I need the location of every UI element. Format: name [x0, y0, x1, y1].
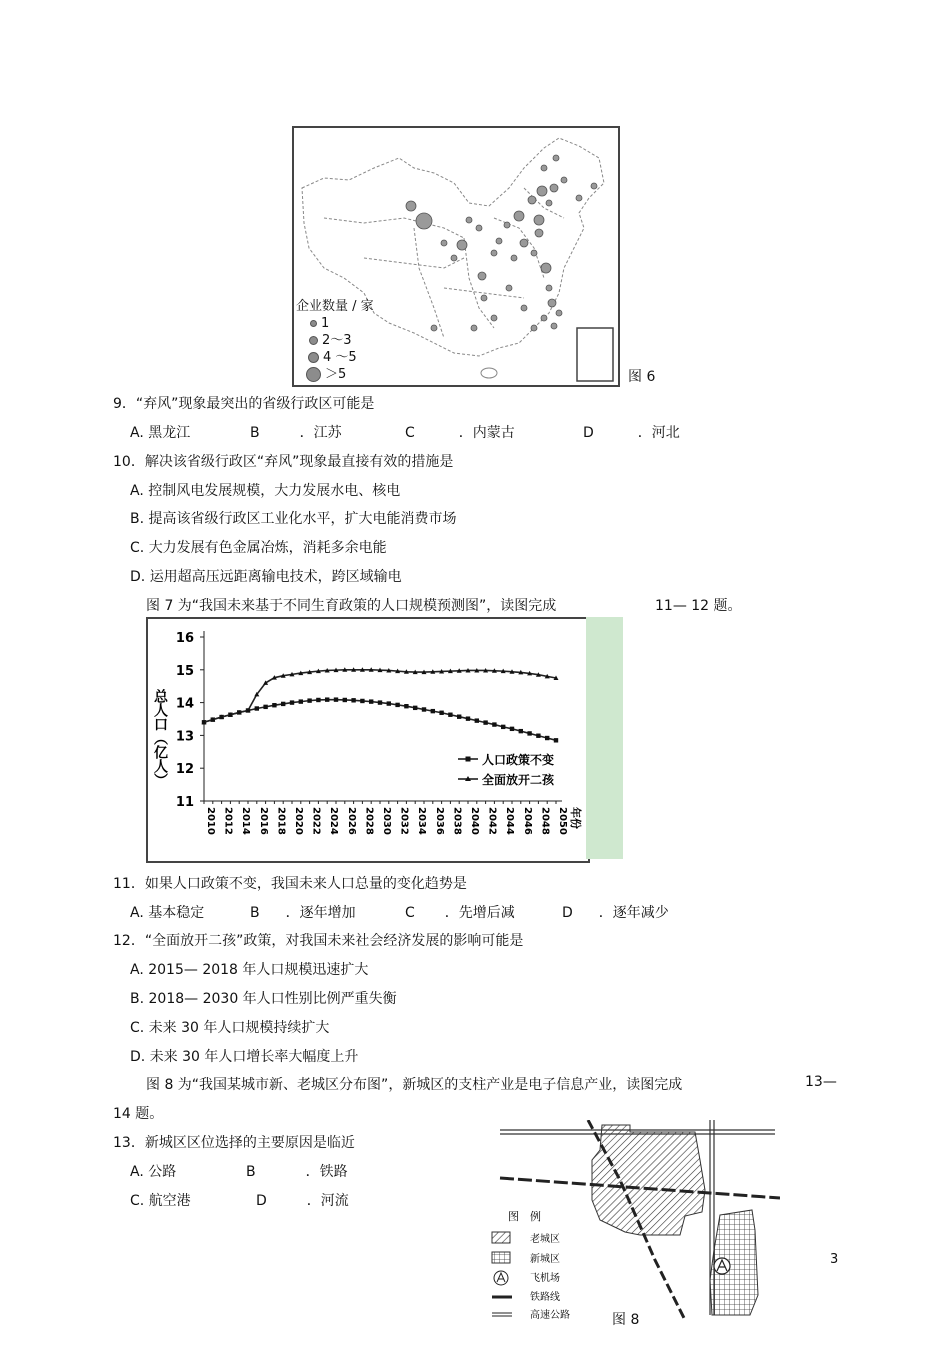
data-point [510, 727, 514, 731]
figure-8-caption: 图 8 [612, 1312, 640, 1328]
figure-7-chart [146, 617, 590, 863]
data-point [307, 698, 311, 702]
q11-option-d: D ．逐年减少 [562, 905, 669, 921]
data-point [343, 698, 347, 702]
population-chart [148, 619, 588, 861]
x-tick-label: 2032 [398, 807, 410, 835]
fig8-legend-title: 图 例 [508, 1210, 541, 1223]
legend-marker [466, 757, 471, 762]
x-axis-label: 年份 [569, 807, 582, 829]
page-number: 3 [830, 1252, 839, 1267]
dot-large-icon [308, 352, 319, 363]
data-point [395, 703, 399, 707]
x-tick-label: 2048 [539, 807, 551, 835]
enterprise-dots [406, 155, 597, 331]
q12-option-b: B. 2018— 2030 年人口性别比例严重失衡 [130, 991, 397, 1007]
data-point [369, 699, 373, 703]
q11-option-b: B ．逐年增加 [250, 905, 356, 921]
data-point [387, 701, 391, 705]
x-tick-label: 2038 [451, 807, 463, 835]
q9-option-d: D ．河北 [583, 425, 680, 441]
figure-6-caption: 图 6 [628, 369, 656, 385]
data-point [439, 711, 443, 715]
legend-new-city-swatch [492, 1252, 510, 1263]
data-point [431, 709, 435, 713]
q9-option-a: A. 黑龙江 [130, 425, 191, 441]
x-tick-label: 2018 [275, 807, 287, 835]
data-point [334, 697, 338, 701]
legend-label: 全面放开二孩 [482, 773, 555, 787]
data-point [360, 699, 364, 703]
city-district-map [490, 1120, 780, 1325]
data-point [483, 720, 487, 724]
data-point [351, 698, 355, 702]
fig8-legend-item: 飞机场 [530, 1273, 560, 1284]
legend-item: 2～3 [322, 333, 352, 348]
data-point [475, 718, 479, 722]
q9-option-c: C ．内蒙古 [405, 425, 515, 441]
q12-option-c: C. 未来 30 年人口规模持续扩大 [130, 1020, 330, 1036]
data-point [422, 707, 426, 711]
fig8-legend-item: 老城区 [530, 1234, 560, 1245]
data-point [554, 738, 558, 742]
series-line [204, 700, 556, 741]
old-city-area [592, 1125, 705, 1235]
fig8-legend-item: 新城区 [530, 1254, 560, 1265]
figure-8-intro-range: 13— [805, 1074, 837, 1090]
question-12-stem: 12．“全面放开二孩”政策，对我国未来社会经济发展的影响可能是 [113, 933, 524, 949]
q13-option-b: B ．铁路 [246, 1164, 348, 1180]
data-point [466, 716, 470, 720]
data-point [316, 698, 320, 702]
figure-8-map [490, 1120, 780, 1325]
x-tick-label: 2026 [345, 807, 357, 835]
x-tick-label: 2024 [328, 807, 340, 835]
x-tick-label: 2046 [521, 807, 533, 835]
legend-title: 企业数量 / 家 [296, 299, 374, 314]
question-10-stem: 10．解决该省级行政区“弃风”现象最直接有效的措施是 [113, 454, 454, 470]
fig8-legend-item: 高速公路 [530, 1310, 570, 1321]
question-11-stem: 11．如果人口政策不变，我国未来人口总量的变化趋势是 [113, 876, 467, 892]
y-tick-label: 14 [175, 696, 194, 712]
data-point [527, 731, 531, 735]
data-point [457, 715, 461, 719]
x-tick-label: 2050 [557, 807, 568, 835]
data-point [413, 706, 417, 710]
data-point [325, 697, 329, 701]
q12-option-a: A. 2015— 2018 年人口规模迅速扩大 [130, 962, 369, 978]
y-tick-label: 11 [175, 795, 194, 810]
x-tick-label: 2040 [469, 807, 480, 835]
legend-old-city-swatch [492, 1232, 510, 1243]
x-tick-label: 2042 [486, 807, 498, 835]
data-point [536, 734, 540, 738]
data-point [290, 700, 294, 704]
data-point [299, 699, 303, 703]
legend-item: 1 [321, 316, 330, 331]
data-point [448, 713, 452, 717]
data-point [492, 722, 496, 726]
data-point [519, 729, 523, 733]
y-tick-label: 15 [175, 663, 194, 679]
q13-option-d: D ．河流 [256, 1193, 349, 1209]
q9-option-b: B ．江苏 [250, 425, 342, 441]
q10-option-c: C. 大力发展有色金属冶炼，消耗多余电能 [130, 540, 387, 556]
data-point [263, 705, 267, 709]
q11-option-a: A. 基本稳定 [130, 905, 205, 921]
x-tick-label: 2036 [433, 807, 445, 835]
y-tick-label: 12 [175, 762, 194, 778]
figure-7-intro: 图 7 为“我国未来基于不同生育政策的人口规模预测图”，读图完成 [146, 598, 557, 614]
data-point [255, 706, 259, 710]
x-tick-label: 2012 [222, 807, 234, 835]
x-tick-label: 2028 [363, 807, 375, 835]
data-point [272, 703, 276, 707]
data-point [501, 725, 505, 729]
data-point [404, 704, 408, 708]
x-tick-label: 2010 [205, 807, 216, 835]
x-tick-label: 2020 [293, 807, 304, 835]
x-tick-label: 2016 [257, 807, 269, 835]
dot-small-icon [310, 320, 317, 327]
q13-option-a: A. 公路 [130, 1164, 177, 1180]
dot-medium-icon [309, 336, 318, 345]
x-tick-label: 2030 [381, 807, 392, 835]
q11-option-c: C ．先增后减 [405, 905, 515, 921]
q12-option-d: D. 未来 30 年人口增长率大幅度上升 [130, 1049, 359, 1065]
y-tick-label: 13 [175, 729, 194, 745]
data-point [545, 736, 549, 740]
legend-airport-icon [494, 1271, 508, 1285]
legend-item: 4 ～5 [323, 350, 357, 365]
fig8-legend-item: 铁路线 [530, 1292, 560, 1303]
x-tick-label: 2044 [504, 807, 516, 835]
figure-7-intro-range: 11— 12 题。 [655, 598, 742, 614]
figure-8-intro-range-2: 14 题。 [113, 1106, 164, 1122]
question-9-stem: 9．“弃风”现象最突出的省级行政区可能是 [113, 396, 375, 412]
figure-8-intro: 图 8 为“我国某城市新、老城区分布图”，新城区的支柱产业是电子信息产业，读图完成 [146, 1077, 683, 1093]
airport-icon [714, 1258, 730, 1274]
q13-option-c: C. 航空港 [130, 1193, 191, 1209]
x-tick-label: 2014 [240, 807, 252, 835]
q10-option-a: A. 控制风电发展规模，大力发展水电、核电 [130, 483, 401, 499]
y-tick-label: 16 [175, 631, 194, 646]
data-point [378, 700, 382, 704]
x-tick-label: 2022 [310, 807, 322, 835]
legend-label: 人口政策不变 [482, 753, 555, 767]
q10-option-d: D. 运用超高压远距离输电技术，跨区域输电 [130, 569, 402, 585]
figure-7-side-strip [586, 617, 623, 859]
y-axis-label: 总人口（亿人） [152, 689, 168, 787]
q10-option-b: B. 提高该省级行政区工业化水平，扩大电能消费市场 [130, 511, 457, 527]
question-13-stem: 13．新城区区位选择的主要原因是临近 [113, 1135, 355, 1151]
legend-item: ＞5 [325, 367, 347, 382]
data-point [281, 702, 285, 706]
dot-xlarge-icon [306, 367, 321, 382]
x-tick-label: 2034 [416, 807, 428, 835]
figure-6-legend [296, 298, 374, 383]
